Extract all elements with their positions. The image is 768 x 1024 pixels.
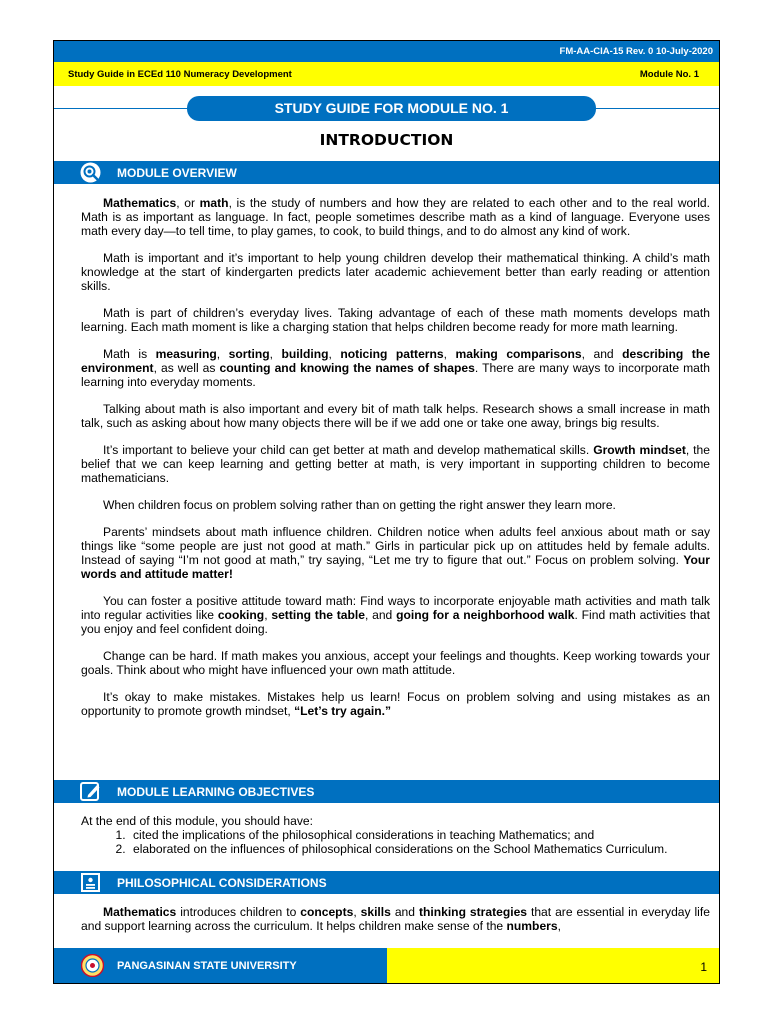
objectives-list [81,828,710,856]
text-run: , is the study of numbers and how they are related to each other and to the real world. Math is as important as language. In fact, people sometimes describe math as a kind of language. Everyone uses math every day—to tell time, to play games, to cook, to build things, and to do almost any kind of work. [81,196,710,238]
title-banner: STUDY GUIDE FOR MODULE NO. 1 [187,96,596,121]
text-run: You can foster a positive attitude toward math: Find ways to incorporate enjoyable math activities and math talk into regular activities like [81,594,710,622]
bold-term: measuring [155,347,217,361]
text-run: Parents’ mindsets about math influence children. Children notice when adults feel anxious about math or say things like “some people are just not good at math.” Girls in particular pick up on attitudes held by female adults. Instead of saying “I’m not good at math,” try saying, “Let me try to figure that out.” Focus on problem solving. [81,525,710,567]
text-run: that are essential in everyday life and support learning across the curriculum. It helps children make sense of the [81,905,710,933]
philosophical-considerations-body [81,905,710,946]
footer-university-bar [54,948,387,983]
bold-term: Mathematics [103,905,177,919]
overview-paragraph [81,306,710,334]
page-title: INTRODUCTION [319,131,454,149]
bold-term: going for a neighborhood walk [396,608,575,622]
objectives-intro: At the end of this module, you should have: [81,814,313,828]
text-run: Change can be hard. If math makes you anxious, accept your feelings and thoughts. Keep working towards your goals. Think about who might have influenced your own math attitude. [81,649,710,677]
text-run: , [353,905,361,919]
text-run: and [390,905,419,919]
text-run: When children focus on problem solving rather than on getting the right answer they learn more. [103,498,616,512]
module-overview-header [54,161,719,184]
overview-paragraph [81,649,710,677]
learning-objectives-header [54,780,719,803]
text-run: . Find math activities that you enjoy and feel confident doing. [81,608,710,636]
overview-paragraph [81,347,710,389]
course-bar [54,62,719,86]
learning-objectives-body [81,814,710,856]
text-run: , [443,347,456,361]
philosophical-paragraph [81,905,710,933]
learning-objectives-heading: MODULE LEARNING OBJECTIVES [117,785,315,799]
text-run: , [264,608,272,622]
document-icon [80,872,101,893]
objective-item: 2. elaborated on the influences of philosophical considerations on the School Mathematics Curriculum. [129,842,710,856]
footer [54,948,719,983]
bold-term: skills [360,905,391,919]
bold-term: sorting [228,347,270,361]
bold-term: cooking [217,608,265,622]
text-run: It’s important to believe your child can get better at math and develop mathematical skills. [103,443,594,457]
bold-term: describing the environment [81,347,710,375]
overview-paragraph [81,196,710,238]
header-strip [54,41,719,62]
overview-paragraph [81,498,710,512]
bold-term: numbers [506,919,558,933]
text-run: , [328,347,341,361]
footer-page-bar [387,948,719,983]
university-seal-icon [81,954,104,977]
bold-term: building [281,347,329,361]
text-run: , the belief that we can keep learning and getting better at math, is very important in supporting children to become mathematicians. [81,443,710,485]
bold-term: “Let’s try again.” [294,704,392,718]
bold-term: noticing patterns [340,347,444,361]
text-run: , and [364,608,397,622]
module-overview-body [81,196,710,731]
course-title: Study Guide in ECEd 110 Numeracy Development [68,69,292,80]
bold-term: math [199,196,229,210]
magnifier-icon [80,162,101,183]
text-run: Math is [103,347,156,361]
overview-paragraph [81,251,710,293]
philosophical-considerations-heading: PHILOSOPHICAL CONSIDERATIONS [117,876,327,890]
overview-paragraph [81,443,710,485]
bold-term: counting and knowing the names of shapes [219,361,475,375]
text-run: , or [176,196,200,210]
text-run: , as well as [153,361,220,375]
page-number: 1 [700,960,707,974]
text-run: Math is part of children’s everyday lives. Taking advantage of each of these math moments develops math learning. Each math moment is like a charging station that helps children become ready for more math learning. [81,306,710,334]
text-run: , [216,347,229,361]
bold-term: making comparisons [455,347,582,361]
text-run: . There are many ways to incorporate math learning into everyday moments. [81,361,710,389]
overview-paragraph [81,690,710,718]
philosophical-considerations-header [54,871,719,894]
text-run: , [269,347,282,361]
text-run: Math is important and it’s important to help young children develop their mathematical thinking. A child’s math knowledge at the start of kindergarten predicts later academic achievement better than early reading or attention skills. [81,251,710,293]
text-run: Talking about math is also important and every bit of math talk helps. Research shows a small increase in math talk, such as asking about how many objects there will be if we add one or take one away, brings big results. [81,402,710,430]
overview-paragraph [81,402,710,430]
pencil-icon [80,781,101,802]
module-number: Module No. 1 [639,69,699,80]
bold-term: setting the table [271,608,365,622]
bold-term: thinking strategies [418,905,528,919]
bold-term: Your words and attitude matter! [81,553,710,581]
bold-term: concepts [300,905,354,919]
bold-term: Growth mindset [593,443,686,457]
university-name: PANGASINAN STATE UNIVERSITY [117,960,297,972]
document-code: FM-AA-CIA-15 Rev. 0 10-July-2020 [559,46,713,57]
text-run: introduces children to [176,905,301,919]
text-run: It’s okay to make mistakes. Mistakes help us learn! Focus on problem solving and using mistakes as an opportunity to promote growth mindset, [81,690,710,718]
text-run: , and [581,347,623,361]
overview-paragraph [81,594,710,636]
overview-paragraph [81,525,710,581]
bold-term: Mathematics [103,196,177,210]
study-guide-page [53,40,720,984]
module-overview-heading: MODULE OVERVIEW [117,166,237,180]
objective-item: 1. cited the implications of the philosophical considerations in teaching Mathematics; and [129,828,710,842]
text-run: , [557,919,561,933]
